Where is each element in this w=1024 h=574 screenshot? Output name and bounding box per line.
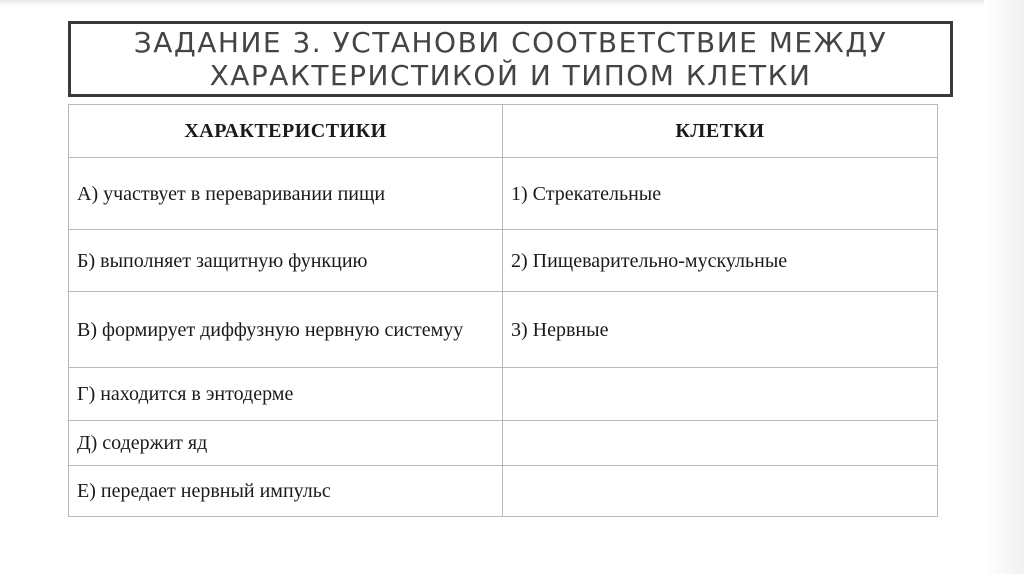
table-row xyxy=(69,421,938,466)
header-row xyxy=(69,105,938,158)
title-line-2: ХАРАКТЕРИСТИКОЙ И ТИПОМ КЛЕТКИ xyxy=(209,59,812,92)
characteristic-g: Г) находится в энтодерме xyxy=(69,368,503,421)
header-characteristics: ХАРАКТЕРИСТИКИ xyxy=(69,105,503,158)
slide-right-edge xyxy=(984,0,1024,574)
slide-top-edge xyxy=(0,0,1024,6)
characteristic-a: А) участвует в переваривании пищи xyxy=(69,158,503,230)
cell-empty-4 xyxy=(503,368,938,421)
matching-table xyxy=(68,104,938,517)
characteristic-v: В) формирует диффузную нервную системуу xyxy=(69,292,503,368)
slide-title xyxy=(68,21,953,97)
table-row xyxy=(69,230,938,292)
cell-type-1: 1) Стрекательные xyxy=(503,158,938,230)
cell-empty-6 xyxy=(503,466,938,517)
table-row xyxy=(69,292,938,368)
cell-type-3: 3) Нервные xyxy=(503,292,938,368)
characteristic-e: Е) передает нервный импульс xyxy=(69,466,503,517)
header-cells: КЛЕТКИ xyxy=(503,105,938,158)
cell-empty-5 xyxy=(503,421,938,466)
characteristic-b: Б) выполняет защитную функцию xyxy=(69,230,503,292)
table-row xyxy=(69,368,938,421)
table-row xyxy=(69,466,938,517)
table-row xyxy=(69,158,938,230)
title-line-1: ЗАДАНИЕ 3. УСТАНОВИ СООТВЕТСТВИЕ МЕЖДУ xyxy=(133,26,888,59)
characteristic-d: Д) содержит яд xyxy=(69,421,503,466)
cell-type-2: 2) Пищеварительно-мускульные xyxy=(503,230,938,292)
